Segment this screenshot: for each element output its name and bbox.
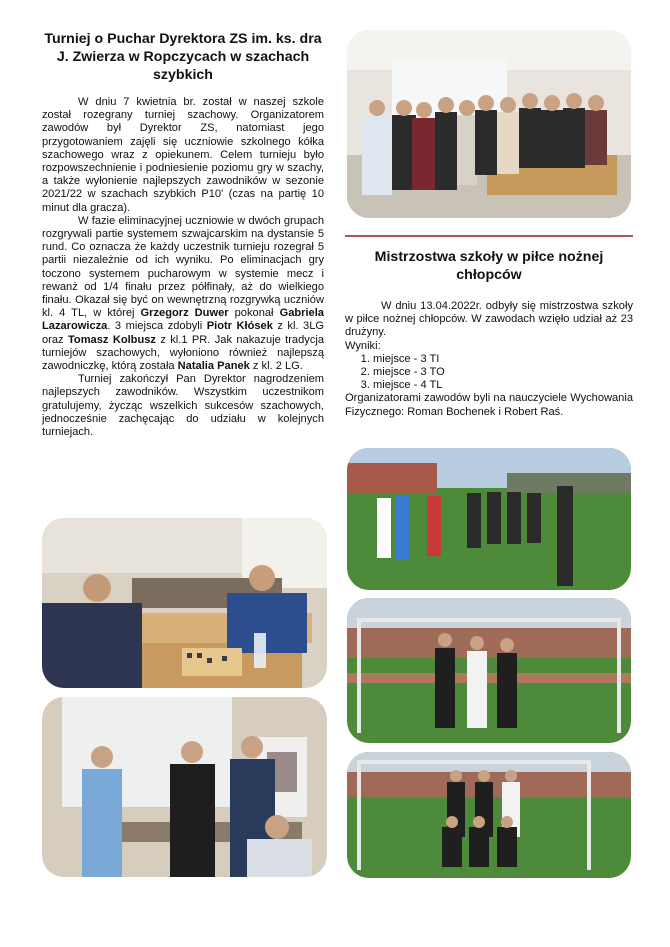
football-team-photo-3	[347, 752, 631, 878]
chess-paragraph-2: W fazie eliminacyjnej uczniowie w dwóch grupach rozgrywali partie systemem szwajcarskim na dystansie 5 rund. Co oznacza że każdy uczestnik turnieju rozegrał 5 partii niezależnie od ich wyniku. Po eliminacjach gry toczono systemem pucharowym w systemie mecz i rewanż od 1/4 finału przez półfinały, aż do wielkiego finału. Okazał się być on wewnętrzną rozgrywką uczniów kl. 4 TL, w której Grzegorz Duwer pokonał Gabriela Lazarowicza. 3 miejsca zdobyli Piotr Kłósek z kl. 3LG oraz Tomasz Kolbusz z kl.1 PR. Jak nakazuje tradycja turniejów szachowych, wyłoniono również najlepszą zawodniczkę, którą została Natalia Panek z kl. 2 LG.	[42, 214, 324, 373]
football-paragraph-1: W dniu 13.04.2022r. odbyły się mistrzostwa szkoły w piłce nożnej chłopców. W zawodach wzięło udział aż 23 drużyny.	[345, 300, 633, 339]
football-teams-photo	[347, 448, 631, 590]
football-article-title: Mistrzostwa szkoły w piłce nożnej chłopców	[374, 249, 604, 283]
results-list	[345, 353, 633, 393]
football-article	[345, 248, 633, 419]
chess-tournament-photo	[42, 518, 327, 688]
runner-up-name: Gabriela Lazarowicza	[42, 307, 324, 333]
results-list-item: 1. miejsce - 3 TI	[373, 353, 633, 366]
third-place-name-1: Piotr Kłósek	[206, 320, 273, 333]
organizers-paragraph: Organizatorami zawodów byli na nauczyciele Wychowania Fizycznego: Roman Bochenek i Robert Raś.	[345, 392, 633, 418]
chess-article	[42, 30, 324, 439]
section-divider	[345, 235, 633, 237]
winner-name: Grzegorz Duwer	[140, 307, 229, 320]
results-list-item: 3. miejsce - 4 TL	[373, 379, 633, 392]
results-list-item: 2. miejsce - 3 TO	[373, 366, 633, 379]
football-team-photo-2	[347, 598, 631, 743]
third-place-name-2: Tomasz Kolbusz	[67, 333, 156, 346]
chess-awards-photo	[42, 697, 327, 877]
results-label: Wyniki:	[345, 339, 381, 352]
chess-article-title: Turniej o Puchar Dyrektora ZS im. ks. dra J. Zwierza w Ropczycach w szachach szybkich	[44, 31, 322, 83]
chess-group-photo	[347, 30, 631, 218]
best-female-player-name: Natalia Panek	[177, 360, 250, 373]
chess-paragraph-1: W dniu 7 kwietnia br. został w naszej szkole został rozegrany turniej szachowy. Organizatorem zawodów był Dyrektor ZS, natomiast jego przygotowaniem zajęli się uczniowie szkolnego kółka szachowego wraz z opiekunem. Celem turnieju było rozpowszechnienie i podniesienie poziomu gry w szachy, a także wyłonienie najlepszych zawodników w sezonie 2021/22 w szachach szybkich P10' (czas na partię 10 minut dla gracza).	[42, 96, 324, 214]
chess-paragraph-3: Turniej zakończył Pan Dyrektor nagrodzeniem najlepszych zawodników. Wszystkim uczestnikom gratulujemy, życząc wszelkich sukcesów szachowych, jednocześnie zachęcając do udziału w kolejnych turniejach.	[42, 373, 324, 439]
